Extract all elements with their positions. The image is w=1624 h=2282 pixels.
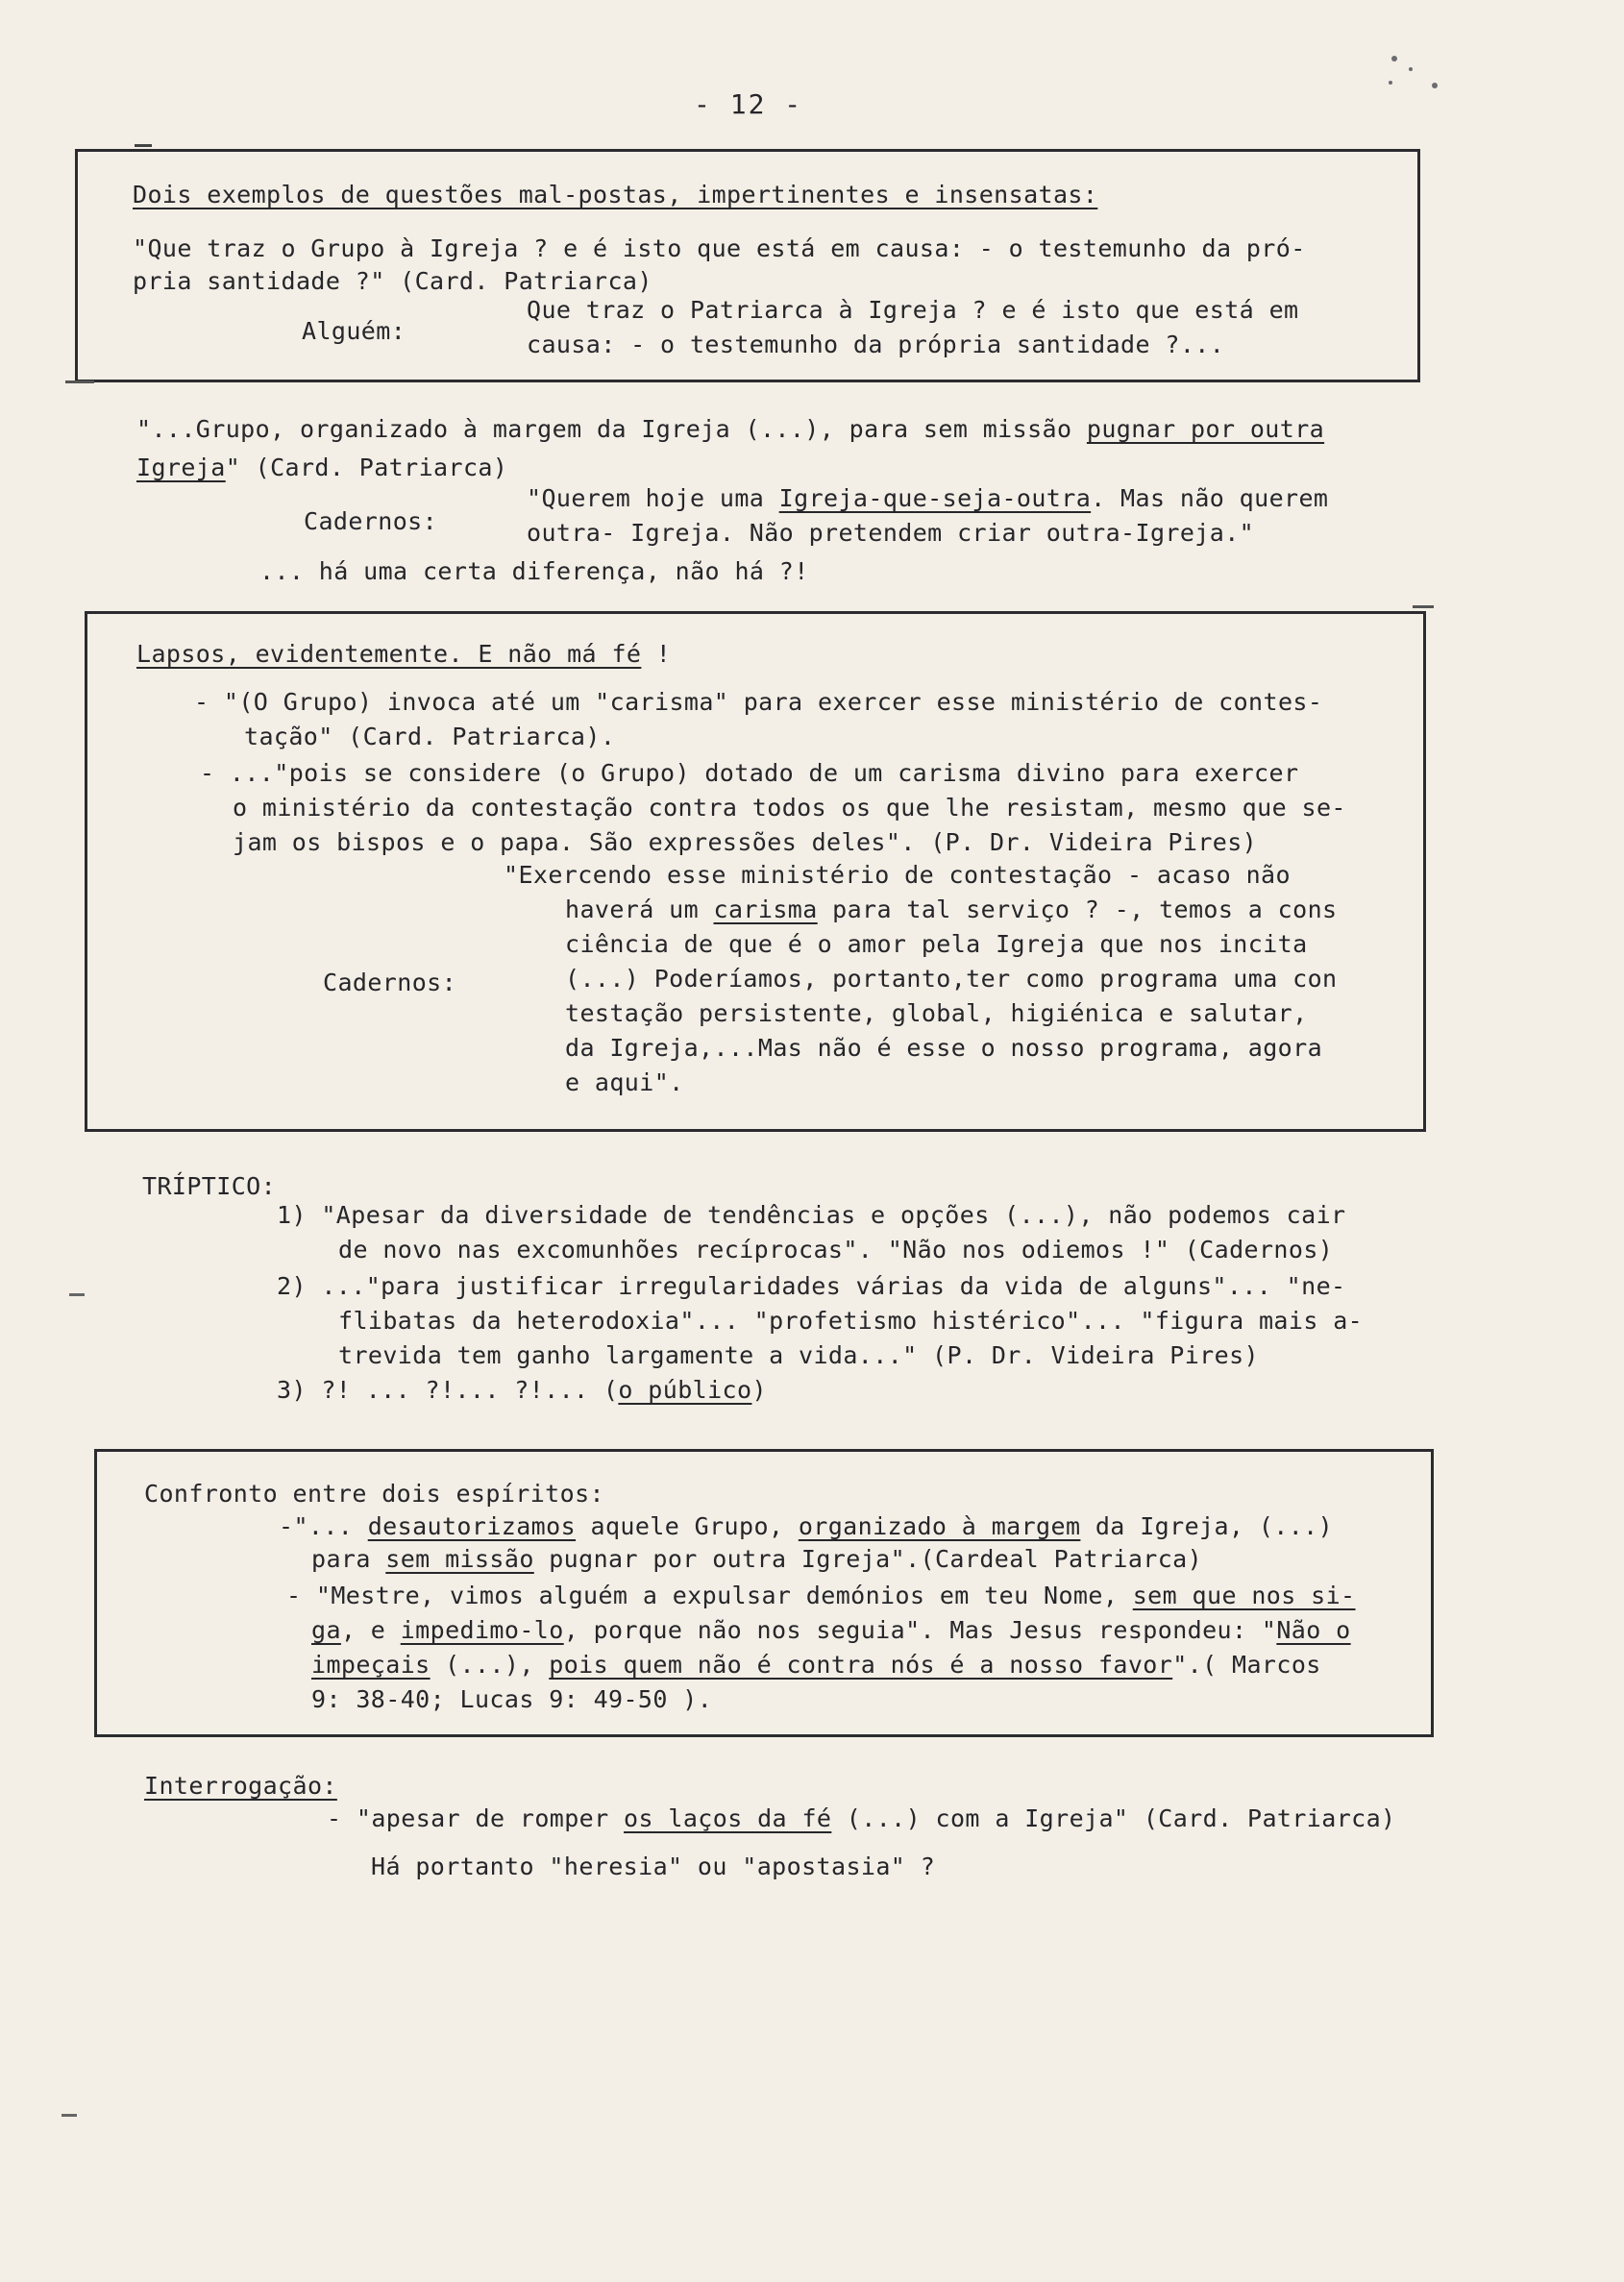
text-run: para [311,1545,386,1573]
underlined-text: os laços da fé [624,1804,832,1832]
speck-mark [1389,81,1392,85]
text-run: - "Mestre, vimos alguém a expulsar demónios em teu Nome, [286,1582,1133,1609]
underlined-text: ga [311,1616,341,1644]
text-run: (...), [430,1651,550,1679]
text-run: , porque não nos seguia". Mas Jesus respondeu: " [563,1616,1277,1644]
box3-line: 9: 38-40; Lucas 9: 49-50 ). [311,1685,713,1713]
text-run: 3) ?! ... ?!... ?!... ( [277,1376,619,1404]
margin-tick [1413,605,1434,608]
underlined-text: sem que nos si- [1132,1582,1356,1609]
text-run: " (Card. Patriarca) [225,454,508,481]
underlined-text: sem missão [385,1545,534,1573]
underlined-text: Não o [1276,1616,1351,1644]
box2-line: - ..."pois se considere (o Grupo) dotado de um carisma divino para exercer [200,759,1299,787]
underlined-text: impedimo-lo [400,1616,564,1644]
box2-reply-line: e aqui". [565,1068,684,1096]
box2-reply-line: "Exercendo esse ministério de contestação - acaso não [504,861,1291,889]
underlined-text: Igreja [136,454,226,481]
triptico-item-line: trevida tem ganho largamente a vida..." (P. Dr. Videira Pires) [338,1341,1259,1369]
text-run: - "apesar de romper [327,1804,625,1832]
sec2-speaker: Cadernos: [304,507,438,535]
underlined-text: pois quem não é contra nós é a nosso favor [549,1651,1173,1679]
box2-reply-line [565,894,1337,926]
text-run: ! [641,640,672,668]
underlined-text: Lapsos, evidentemente. E não má fé [136,640,642,668]
triptico-item-line [277,1374,767,1407]
text-run: pugnar por outra Igreja".(Cardeal Patriarca) [533,1545,1203,1573]
sec2-quote-line [136,452,507,484]
box1-quote-line: pria santidade ?" (Card. Patriarca) [133,267,652,295]
box3-line [311,1543,1202,1576]
sec2-quote-line [136,413,1324,446]
box3-line [311,1649,1321,1681]
triptico-item-line: 2) ..."para justificar irregularidades várias da vida de alguns"... "ne- [277,1272,1346,1300]
speck-mark [1409,67,1413,71]
text-run: aquele Grupo, [576,1512,799,1540]
box3-line [311,1614,1351,1647]
text-run: da Igreja, (...) [1080,1512,1334,1540]
text-run: (...) com a Igreja" (Card. Patriarca) [831,1804,1396,1832]
underlined-text: Igreja-que-seja-outra [778,484,1092,512]
triptico-item-line: de novo nas excomunhões recíprocas". "Não nos odiemos !" (Cadernos) [338,1236,1334,1264]
underlined-text: desautorizamos [367,1512,577,1540]
text-run: ) [751,1376,767,1404]
margin-tick [135,144,152,147]
underlined-text: pugnar por outra [1086,415,1325,443]
text-run: para tal serviço ? -, temos a cons [817,896,1338,923]
text-run: "...Grupo, organizado à margem da Igreja (...), para sem missão [136,415,1087,443]
box1-speaker: Alguém: [302,317,406,345]
box3-line [279,1510,1333,1543]
box2-line: o ministério da contestação contra todos os que lhe resistam, mesmo que se- [233,794,1346,822]
box2-line: tação" (Card. Patriarca). [244,723,616,750]
underlined-text: o público [618,1376,752,1404]
triptico-title: TRÍPTICO: [142,1172,277,1200]
sec2-reply-line [527,482,1328,515]
text-run: haverá um [565,896,714,923]
interrogacao-title: Interrogação: [144,1772,337,1800]
speck-mark [1432,83,1438,88]
box2-reply-line: testação persistente, global, higiénica e salutar, [565,999,1308,1027]
box2-reply-line: (...) Poderíamos, portanto,ter como programa uma con [565,965,1338,993]
text-run: . Mas não querem [1091,484,1329,512]
sec2-closing: ... há uma certa diferença, não há ?! [259,557,809,585]
text-run: , e [340,1616,401,1644]
underlined-text: carisma [713,896,818,923]
sec2-reply-line: outra- Igreja. Não pretendem criar outra-Igreja." [527,519,1255,547]
box2-line: jam os bispos e o papa. São expressões deles". (P. Dr. Videira Pires) [233,828,1258,856]
box1-quote-line: "Que traz o Grupo à Igreja ? e é isto que está em causa: - o testemunho da pró- [133,234,1306,262]
interrogacao-line [327,1803,1396,1835]
box2-reply-line: ciência de que é o amor pela Igreja que nos incita [565,930,1308,958]
box1-reply-line: Que traz o Patriarca à Igreja ? e é isto que está em [527,296,1299,324]
box2-reply-line: da Igreja,...Mas não é esse o nosso programa, agora [565,1034,1323,1062]
triptico-item-line: flibatas da heterodoxia"... "profetismo histérico"... "figura mais a- [338,1307,1364,1335]
box2-line: - "(O Grupo) invoca até um "carisma" para exercer esse ministério de contes- [194,688,1323,716]
interrogacao-line: Há portanto "heresia" ou "apostasia" ? [371,1853,936,1880]
underlined-text: impeçais [311,1651,431,1679]
underlined-text: organizado à margem [798,1512,1081,1540]
speck-mark [1391,56,1397,61]
box2-title [136,638,671,671]
text-run: -"... [279,1512,368,1540]
margin-tick [69,1293,85,1296]
box1-reply-line: causa: - o testemunho da própria santidade ?... [527,331,1225,358]
margin-tick [65,380,94,383]
box3-line [286,1580,1356,1612]
box1-title: Dois exemplos de questões mal-postas, impertinentes e insensatas: [133,181,1098,209]
box2-speaker: Cadernos: [323,969,457,996]
triptico-item-line: 1) "Apesar da diversidade de tendências e opções (...), não podemos cair [277,1201,1346,1229]
text-run: "Querem hoje uma [527,484,779,512]
margin-tick [62,2114,77,2117]
text-run: ".( Marcos [1172,1651,1321,1679]
box3-title: Confronto entre dois espíritos: [144,1480,604,1508]
page-number: - 12 - [694,88,803,120]
